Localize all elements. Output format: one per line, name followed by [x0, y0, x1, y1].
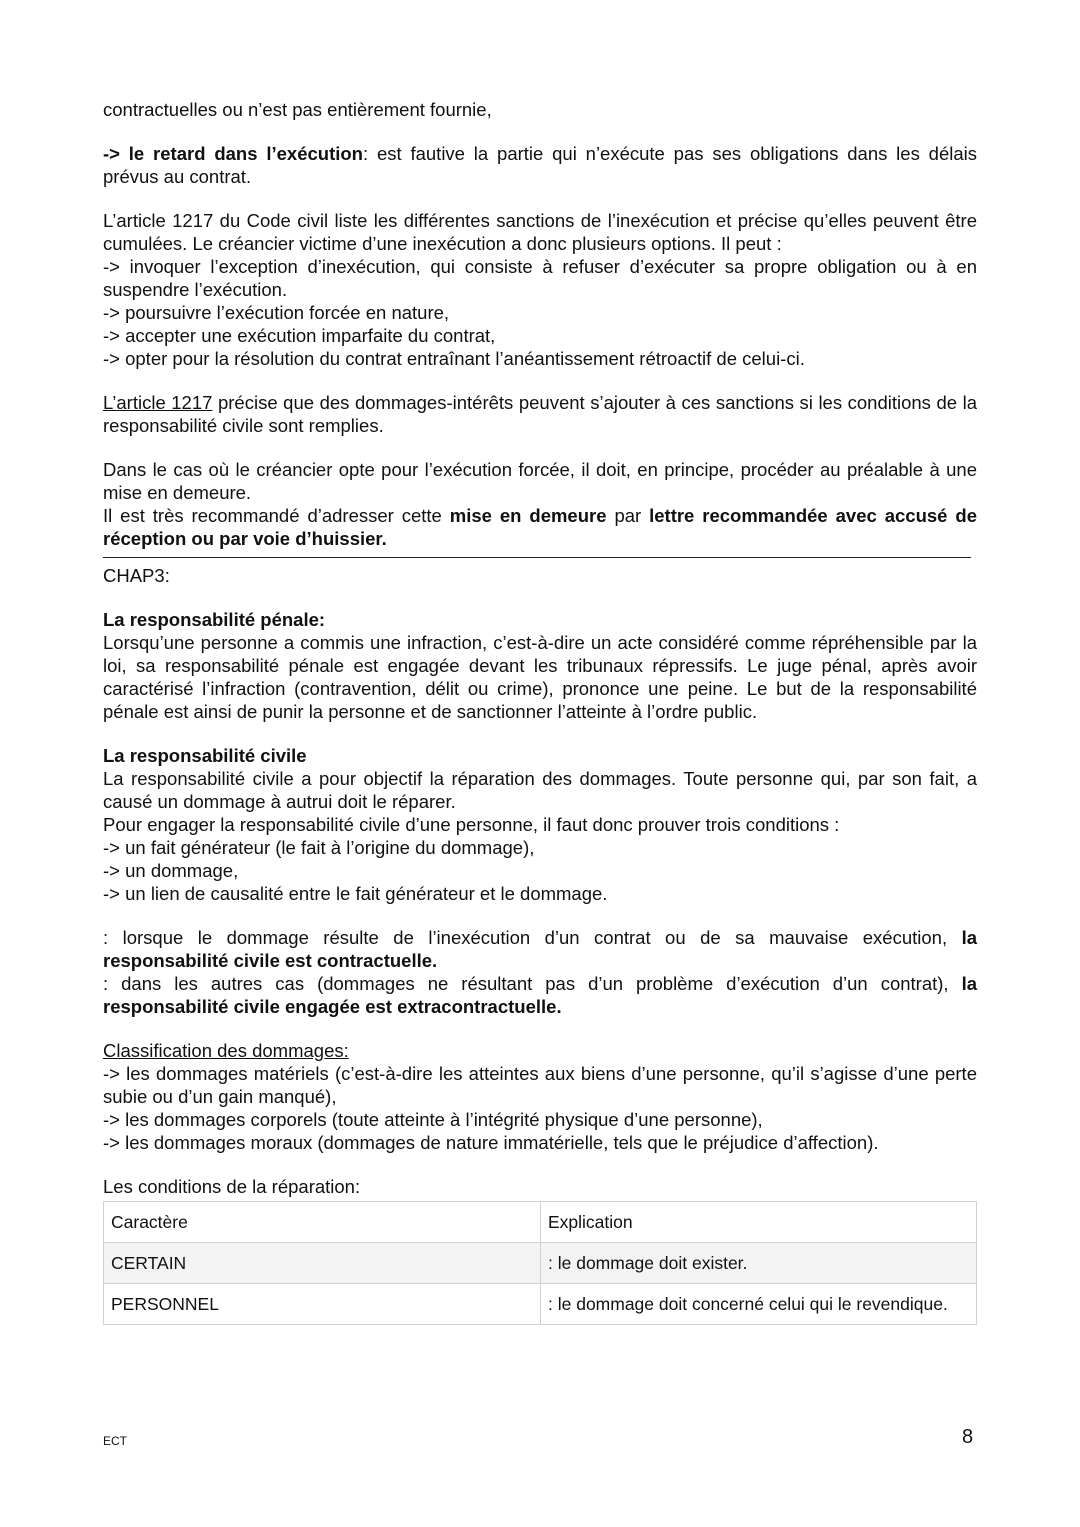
list-item: -> un lien de causalité entre le fait générateur et le dommage.: [103, 883, 608, 904]
list-item: -> invoquer l’exception d’inexécution, qui consiste à refuser d’exécuter sa propre obligation ou à en suspendre l’exécution.: [103, 256, 977, 300]
table-row: [104, 1284, 977, 1325]
paragraph-retard: [103, 142, 977, 188]
term-lettre-recommandee: lettre recommandée avec accusé de réception ou par voie d’huissier.: [103, 505, 977, 549]
paragraph-continuation: contractuelles ou n’est pas entièrement fournie,: [103, 99, 492, 120]
term-retard: le retard dans l’exécution: [128, 143, 363, 164]
cell-caractere: CERTAIN: [104, 1243, 541, 1284]
section-divider: [103, 557, 971, 558]
text-segment: : dans les autres cas (dommages ne résultant pas d’un problème d’exécution d’un contrat),: [103, 973, 962, 994]
list-item: -> un dommage,: [103, 860, 239, 881]
table-row: [104, 1243, 977, 1284]
heading-responsabilite-penale: [103, 608, 977, 631]
text-segment: Il est très recommandé d’adresser cette: [103, 505, 450, 526]
term-mise-en-demeure: mise en demeure: [449, 505, 607, 526]
cell-explication: : le dommage doit concerné celui qui le revendique.: [541, 1284, 977, 1325]
cell-explication: : le dommage doit exister.: [541, 1243, 977, 1284]
retard-definition: : est fautive la partie qui n’exécute pas ses obligations dans les délais prévus au contrat.: [103, 143, 978, 187]
paragraph-article-1217: L’article 1217 du Code civil liste les différentes sanctions de l’inexécution et précise qu’elles peuvent être cumulées. Le créancier victime d’une inexécution a donc plusieurs options. Il peut :: [103, 210, 977, 254]
heading-responsabilite-civile: [103, 744, 977, 767]
term-contractuelle: la responsabilité civile est contractuelle.: [103, 927, 977, 971]
heading-text: Classification des dommages:: [103, 1040, 349, 1061]
heading-conditions-reparation: Les conditions de la réparation:: [103, 1176, 361, 1197]
text-segment: : lorsque le dommage résulte de l’inexécution d’un contrat ou de sa mauvaise exécution,: [103, 927, 962, 948]
heading-text: La responsabilité civile: [103, 745, 307, 766]
arrow-marker: ->: [103, 143, 129, 164]
heading-text: La responsabilité pénale:: [103, 609, 326, 630]
list-item: -> accepter une exécution imparfaite du contrat,: [103, 325, 496, 346]
article-link[interactable]: L’article 1217: [103, 392, 213, 413]
list-item: -> les dommages matériels (c’est-à-dire les atteintes aux biens d’une personne, qu’il s’agisse d’une perte subie ou d’un gain manqué),: [103, 1063, 977, 1107]
list-item: -> les dommages corporels (toute atteinte à l’intégrité physique d’une personne),: [103, 1109, 763, 1130]
paragraph-conditions-intro: Pour engager la responsabilité civile d’une personne, il faut donc prouver trois conditions :: [103, 814, 840, 835]
paragraph-mise-en-demeure: [103, 504, 977, 550]
heading-classification: [103, 1039, 977, 1062]
paragraph-contractuelle: [103, 926, 977, 972]
term-extracontractuelle: la responsabilité civile engagée est extracontractuelle.: [103, 973, 977, 1017]
list-item: -> opter pour la résolution du contrat entraînant l’anéantissement rétroactif de celui-ci.: [103, 348, 805, 369]
list-item: -> les dommages moraux (dommages de nature immatérielle, tels que le préjudice d’affection).: [103, 1132, 879, 1153]
paragraph-civile: La responsabilité civile a pour objectif la réparation des dommages. Toute personne qui, par son fait, a causé un dommage à autrui doit le réparer.: [103, 768, 977, 812]
document-page: [103, 98, 977, 1325]
paragraph-execution-forcee: Dans le cas où le créancier opte pour l’exécution forcée, il doit, en principe, procéder au préalable à une mise en demeure.: [103, 459, 977, 503]
paragraph-penale: Lorsqu’une personne a commis une infraction, c’est-à-dire un acte considéré comme répréhensible par la loi, sa responsabilité pénale est engagée devant les tribunaux répressifs. Le juge pénal, après avoir caractérisé l’infraction (contravention, délit ou crime), prononce une peine. Le but de la responsabilité pénale est ainsi de punir la personne et de sanctionner l’atteinte à l’ordre public.: [103, 632, 977, 722]
list-item: -> un fait générateur (le fait à l’origine du dommage),: [103, 837, 535, 858]
footer-label: ECT: [103, 1434, 127, 1448]
paragraph-dommages-interets: [103, 391, 977, 437]
paragraph-text: précise que des dommages-intérêts peuvent s’ajouter à ces sanctions si les conditions de la responsabilité civile sont remplies.: [103, 392, 977, 436]
cell-caractere: PERSONNEL: [104, 1284, 541, 1325]
header-explication: Explication: [541, 1202, 977, 1243]
list-item: -> poursuivre l’exécution forcée en nature,: [103, 302, 450, 323]
paragraph-extracontractuelle: [103, 972, 977, 1018]
page-number: 8: [962, 1426, 974, 1448]
chapter-heading: CHAP3:: [103, 565, 170, 586]
text-segment: par: [606, 505, 650, 526]
table-header-row: [104, 1202, 977, 1243]
header-caractere: Caractère: [104, 1202, 541, 1243]
reparation-table: [103, 1201, 977, 1325]
